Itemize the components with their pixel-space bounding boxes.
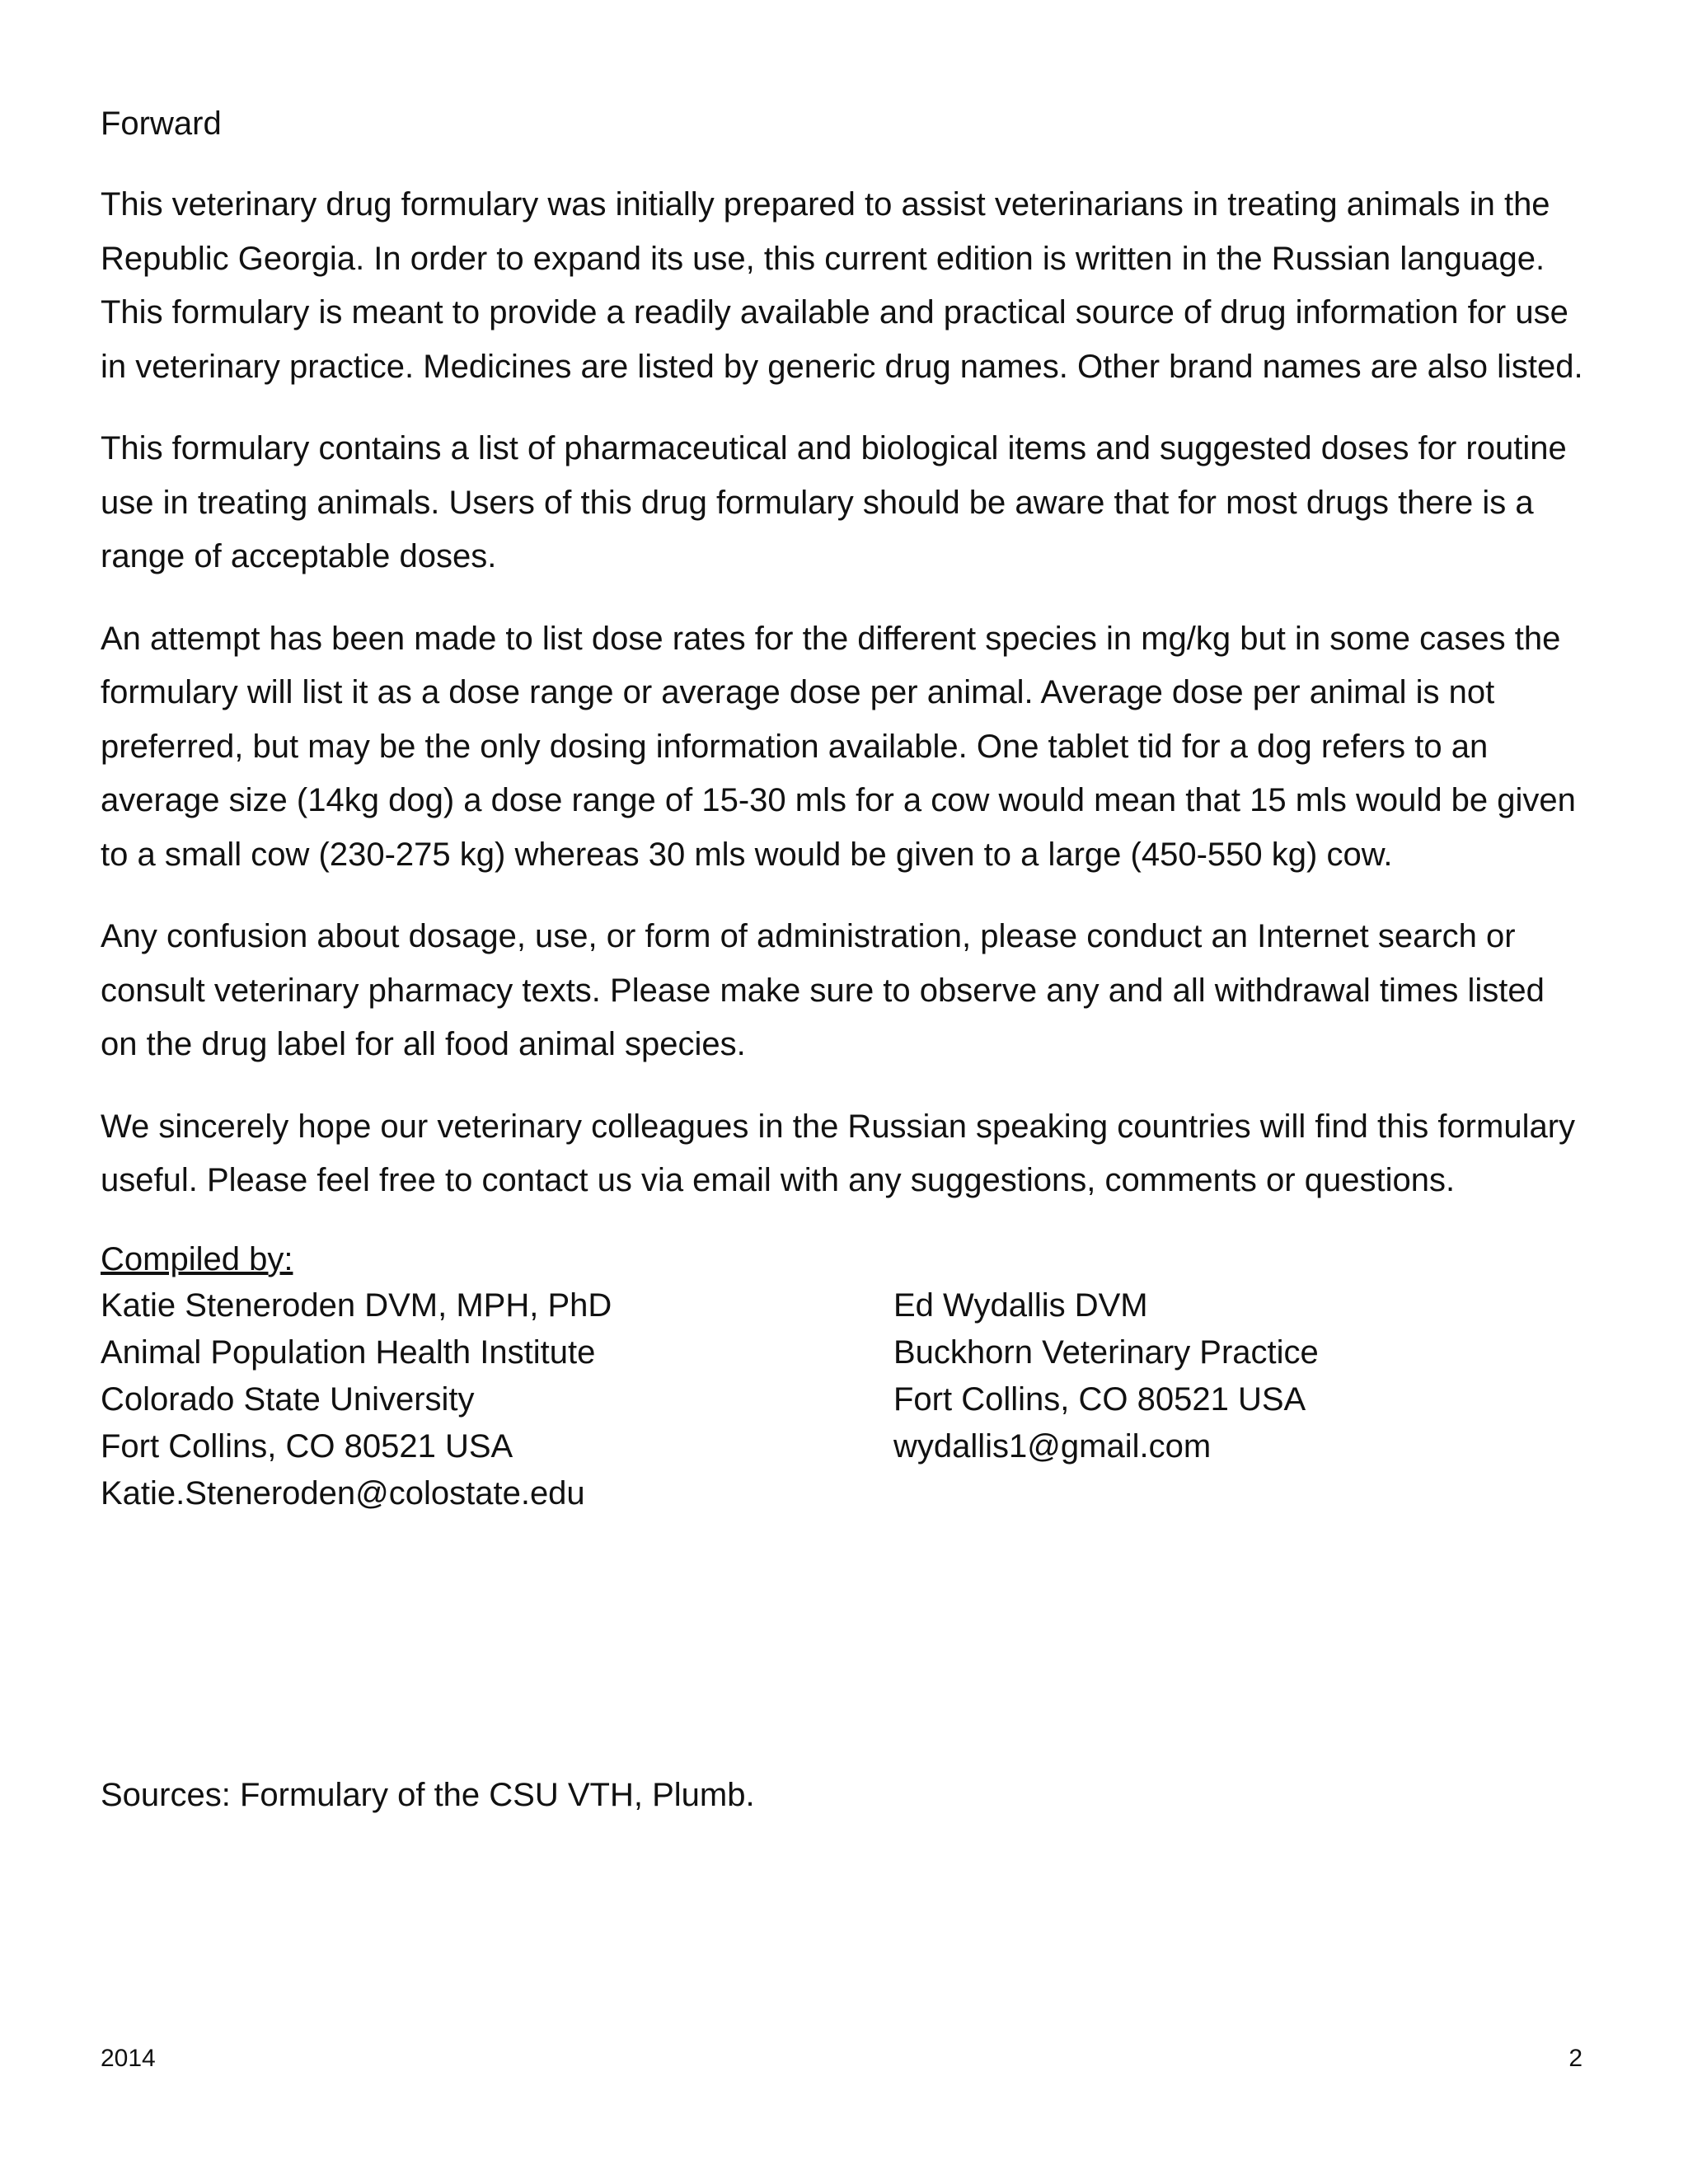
- author-address: Fort Collins, CO 80521 USA: [101, 1427, 513, 1465]
- author-name: Ed Wydallis DVM: [893, 1286, 1148, 1324]
- page-heading: Forward: [101, 105, 222, 142]
- author-wydallis: [893, 1282, 1584, 1517]
- paragraph-confusion: Any confusion about dosage, use, or form of administration, please conduct an Internet search or consult veterinary pharmacy texts. Please make sure to observe any and all withdrawal times listed on the drug label for all food animal species.: [101, 918, 1545, 1062]
- paragraph-closing: We sincerely hope our veterinary colleagues in the Russian speaking countries will find this formulary useful. Please feel free to contact us via email with any suggestions, comments or questions.: [101, 1108, 1576, 1198]
- footer-year: 2014: [101, 2045, 156, 2072]
- document-body: [101, 101, 1584, 1517]
- sources-line: Sources: Formulary of the CSU VTH, Plumb.: [101, 1777, 755, 1813]
- paragraph-contents: This formulary contains a list of pharmaceutical and biological items and suggested doses for routine use in treating animals. Users of this drug formulary should be aware that for most drugs there is a range of acceptable doses.: [101, 430, 1567, 574]
- compiled-by-label: Compiled by:: [101, 1240, 293, 1277]
- author-address: Fort Collins, CO 80521 USA: [893, 1380, 1306, 1418]
- author-institution: Colorado State University: [101, 1380, 475, 1418]
- author-name: Katie Steneroden DVM, MPH, PhD: [101, 1286, 612, 1324]
- author-affiliation: Animal Population Health Institute: [101, 1333, 596, 1371]
- author-affiliation: Buckhorn Veterinary Practice: [893, 1333, 1319, 1371]
- author-steneroden: [101, 1282, 893, 1517]
- paragraph-intro: This veterinary drug formulary was initially prepared to assist veterinarians in treating animals in the Republic Georgia. In order to expand its use, this current edition is written in the Russian language. This formulary is meant to provide a readily available and practical source of drug information for use in veterinary practice. Medicines are listed by generic drug names. Other brand names are also listed.: [101, 186, 1583, 385]
- author-email: Katie.Steneroden@colostate.edu: [101, 1474, 585, 1511]
- footer-page-number: 2: [1568, 2045, 1582, 2072]
- paragraph-dose-rates: An attempt has been made to list dose rates for the different species in mg/kg but in some cases the formulary will list it as a dose range or average dose per animal. Average dose per animal is not preferred, but may be the only dosing information available. One tablet tid for a dog refers to an average size (14kg dog) a dose range of 15-30 mls for a cow would mean that 15 mls would be given to a small cow (230-275 kg) whereas 30 mls would be given to a large (450-550 kg) cow.: [101, 620, 1576, 873]
- authors-block: [101, 1282, 1584, 1517]
- author-email: wydallis1@gmail.com: [893, 1427, 1212, 1465]
